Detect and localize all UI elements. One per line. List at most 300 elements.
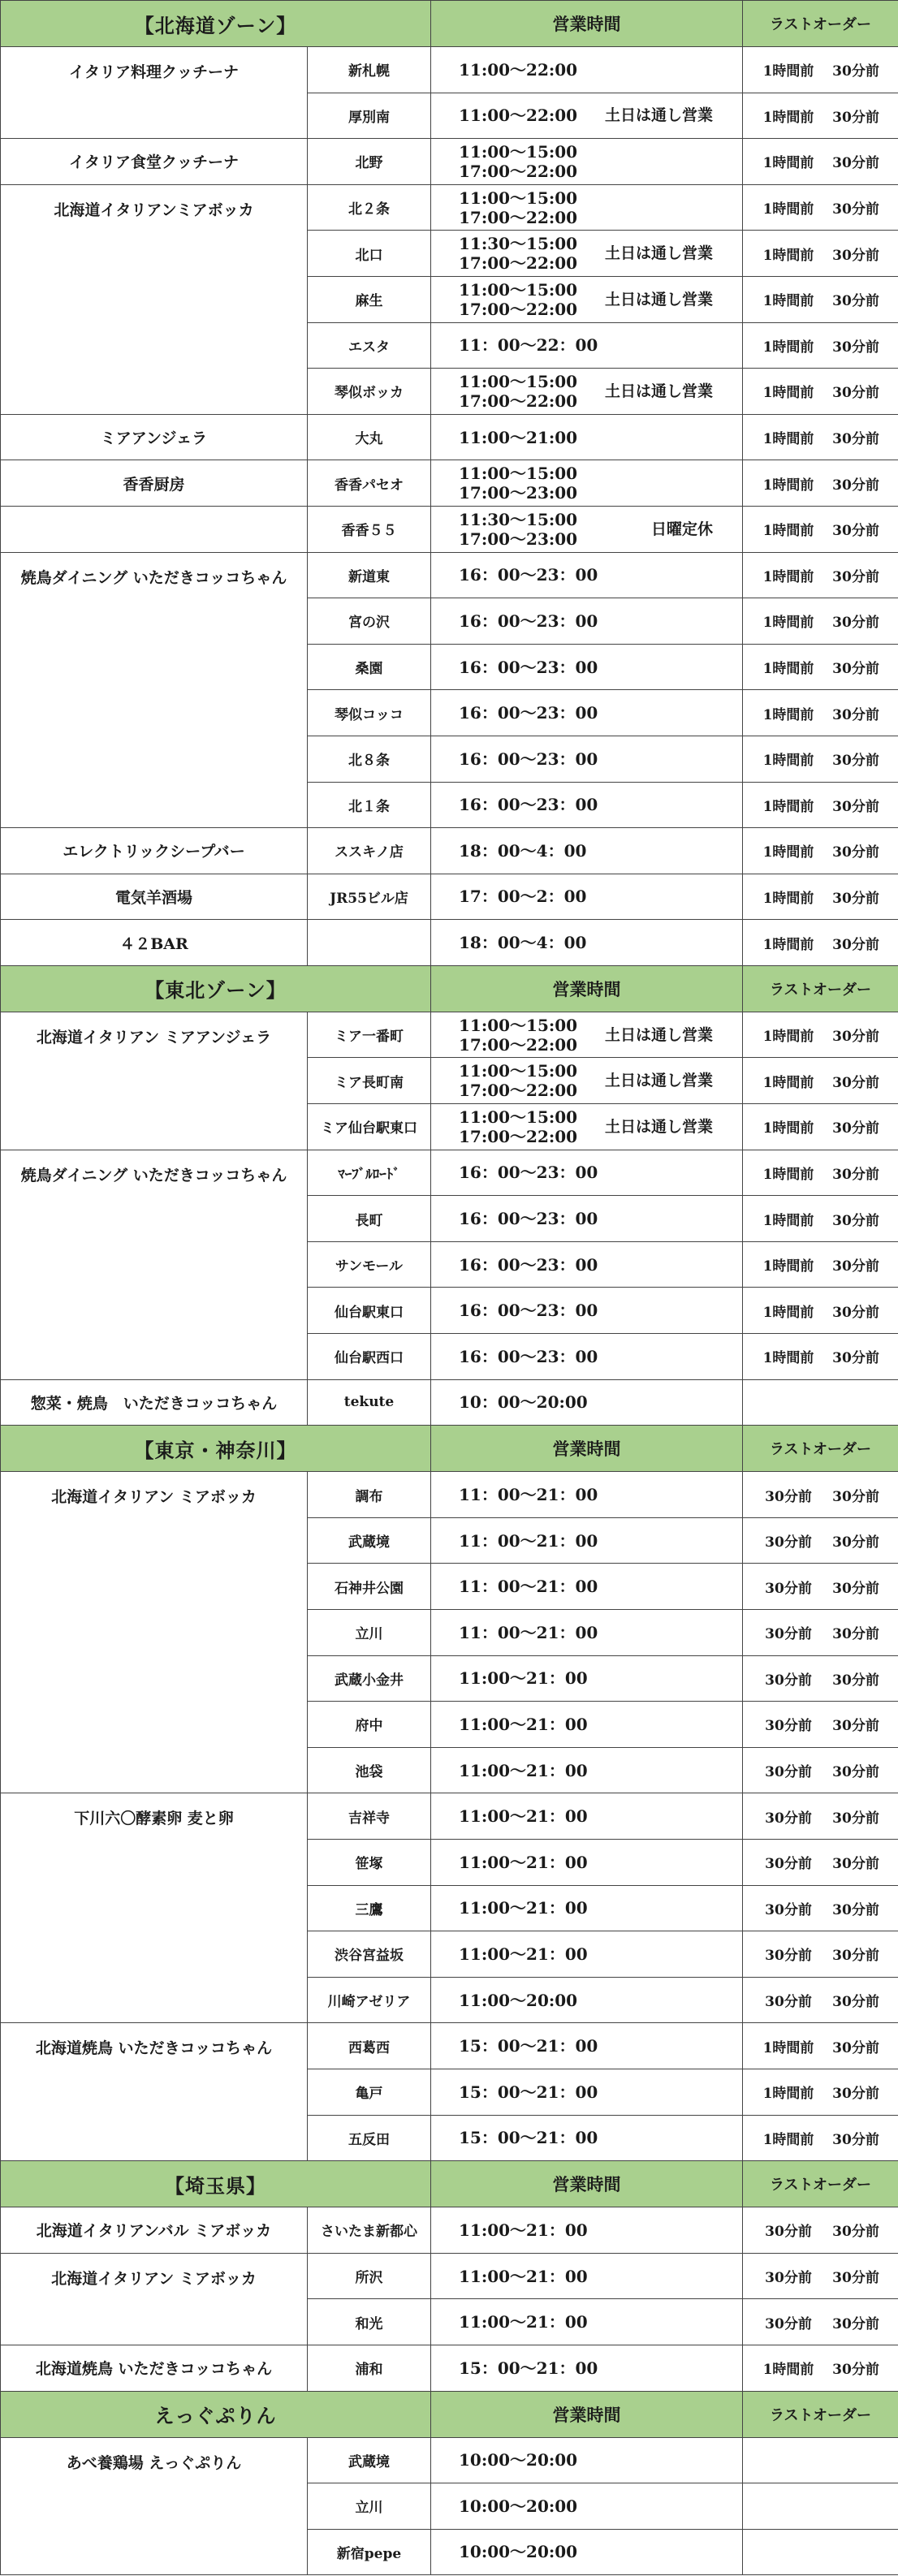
brand-name: エレクトリックシープバー xyxy=(1,828,308,874)
brand-name: 焼鳥ダイニング いただきコッコちゃん xyxy=(1,1150,308,1379)
hours-text: 11:00～15:00 xyxy=(459,141,578,162)
last-order-food: 1時間前 xyxy=(762,753,814,770)
hours-note: 土日は通し営業 xyxy=(604,382,713,400)
last-order-drink: 30分前 xyxy=(832,339,879,356)
hours-cell xyxy=(431,1379,743,1426)
hours-text: 11:00～21：00 xyxy=(459,1806,588,1827)
last-order-drink: 30分前 xyxy=(832,1856,879,1873)
last-order-drink: 30分前 xyxy=(832,477,879,494)
branch-name: JR55ビル店 xyxy=(308,874,431,920)
branch-name: 桑園 xyxy=(308,644,431,690)
hours-text: 11:00～22:00 xyxy=(459,59,578,80)
table-row xyxy=(1,139,898,185)
last-order-cell xyxy=(743,2069,898,2115)
hours-cell xyxy=(431,1839,743,1885)
hours-cell xyxy=(431,1931,743,1978)
branch-name: 新宿pepe xyxy=(308,2529,431,2575)
last-order-cell xyxy=(743,782,898,828)
hours-cell xyxy=(431,139,743,185)
hours-text: 17:00～22:00 xyxy=(459,253,578,274)
last-order-drink: 30分前 xyxy=(832,2131,879,2148)
brand-name: 下川六〇酵素卵 麦と卵 xyxy=(1,1793,308,2023)
last-order-food: 30分前 xyxy=(765,1856,812,1873)
hours-text: 16：00～23：00 xyxy=(459,1163,598,1183)
branch-name: 北８条 xyxy=(308,736,431,782)
last-order-cell xyxy=(743,1564,898,1610)
last-order-cell xyxy=(743,460,898,507)
last-order-cell xyxy=(743,644,898,690)
hours-cell xyxy=(431,276,743,322)
branch-name: 笹塚 xyxy=(308,1839,431,1885)
last-order-drink: 30分前 xyxy=(832,2039,879,2056)
hours-cell xyxy=(431,369,743,415)
hours-text: 11：00～21：00 xyxy=(459,1622,598,1642)
hours-cell xyxy=(431,874,743,920)
branch-name: 琴似コッコ xyxy=(308,690,431,736)
hours-cell xyxy=(431,1150,743,1196)
hours-text: 16：00～23：00 xyxy=(459,703,598,723)
last-order-drink: 30分前 xyxy=(832,1258,879,1275)
last-order-drink: 30分前 xyxy=(832,1534,879,1551)
zone-header-row xyxy=(1,1,898,47)
branch-name: 武蔵境 xyxy=(308,2437,431,2483)
last-order-drink: 30分前 xyxy=(832,201,879,218)
last-order-drink: 30分前 xyxy=(832,1350,879,1367)
hours-text: 11：00～21：00 xyxy=(459,1485,598,1505)
brand-name: 北海道焼鳥 いただきコッコちゃん xyxy=(1,2023,308,2161)
last-order-cell xyxy=(743,1517,898,1564)
last-order-food: 1時間前 xyxy=(762,247,814,264)
last-order-cell xyxy=(743,276,898,322)
last-order-cell xyxy=(743,1379,898,1426)
last-order-cell xyxy=(743,2299,898,2345)
brand-name: 北海道イタリアン ミアボッカ xyxy=(1,2253,308,2345)
branch-name: エスタ xyxy=(308,322,431,369)
hours-cell xyxy=(431,782,743,828)
hours-text: 17:00～22:00 xyxy=(459,1126,578,1146)
brand-name: 北海道焼鳥 いただきコッコちゃん xyxy=(1,2345,308,2391)
brand-name: あべ養鶏場 えっぐぷりん xyxy=(1,2437,308,2575)
last-order-drink: 30分前 xyxy=(832,2362,879,2379)
brand-name: イタリア食堂クッチーナ xyxy=(1,139,308,185)
last-order-cell xyxy=(743,506,898,552)
last-order-drink: 30分前 xyxy=(832,1626,879,1643)
hours-text: 11:00～15:00 xyxy=(459,279,578,300)
hours-text: 10:00～20:00 xyxy=(459,2450,578,2470)
last-order-cell xyxy=(743,1241,898,1288)
hours-cell xyxy=(431,828,743,874)
last-order-drink: 30分前 xyxy=(832,661,879,678)
last-order-food: 30分前 xyxy=(765,2270,812,2287)
last-order-drink: 30分前 xyxy=(832,2086,879,2103)
last-order-food: 30分前 xyxy=(765,1580,812,1597)
branch-name: サンモール xyxy=(308,1241,431,1288)
last-order-cell xyxy=(743,2253,898,2299)
hours-column-header: 営業時間 xyxy=(431,965,743,1012)
hours-cell xyxy=(431,460,743,507)
last-order-drink: 30分前 xyxy=(832,1488,879,1505)
hours-text: 11：00～21：00 xyxy=(459,1530,598,1551)
branch-name: 北口 xyxy=(308,231,431,277)
last-order-food: 1時間前 xyxy=(762,63,814,80)
branch-name: 北１条 xyxy=(308,782,431,828)
brand-name: イタリア料理クッチーナ xyxy=(1,47,308,139)
last-order-drink: 30分前 xyxy=(832,1718,879,1735)
zone-header-row xyxy=(1,2161,898,2207)
last-order-drink: 30分前 xyxy=(832,936,879,953)
last-order-drink: 30分前 xyxy=(832,1672,879,1689)
last-order-food: 30分前 xyxy=(765,2224,812,2241)
hours-note: 土日は通し営業 xyxy=(604,1117,713,1136)
brand-name: 北海道イタリアン ミアアンジェラ xyxy=(1,1012,308,1150)
hours-text: 11:00～21：00 xyxy=(459,2312,588,2332)
last-order-drink: 30分前 xyxy=(832,1212,879,1229)
hours-cell xyxy=(431,2483,743,2530)
branch-name: tekute xyxy=(308,1379,431,1426)
last-order-cell xyxy=(743,1150,898,1196)
hours-cell xyxy=(431,1747,743,1793)
last-order-food: 1時間前 xyxy=(762,1074,814,1091)
hours-cell xyxy=(431,920,743,966)
hours-text: 11:00～21：00 xyxy=(459,1944,588,1964)
last-order-cell xyxy=(743,1839,898,1885)
hours-text: 16：00～23：00 xyxy=(459,1254,598,1275)
hours-text: 11:00～15:00 xyxy=(459,1015,578,1035)
last-order-column-header: ラストオーダー xyxy=(743,1,898,47)
hours-text: 11:00～20:00 xyxy=(459,1990,578,2010)
branch-name: 立川 xyxy=(308,1610,431,1656)
hours-text: 15：00～21：00 xyxy=(459,2036,598,2056)
hours-text: 15：00～21：00 xyxy=(459,2082,598,2102)
hours-note: 土日は通し営業 xyxy=(604,244,713,263)
last-order-cell xyxy=(743,93,898,139)
branch-name: 香香５５ xyxy=(308,506,431,552)
last-order-cell xyxy=(743,1655,898,1702)
last-order-cell xyxy=(743,1747,898,1793)
hours-text: 11：00～22：00 xyxy=(459,335,598,356)
hours-text: 16：00～23：00 xyxy=(459,611,598,631)
last-order-drink: 30分前 xyxy=(832,385,879,402)
last-order-food: 30分前 xyxy=(765,1948,812,1965)
last-order-cell xyxy=(743,369,898,415)
last-order-drink: 30分前 xyxy=(832,155,879,172)
brand-name: 電気羊酒場 xyxy=(1,874,308,920)
last-order-drink: 30分前 xyxy=(832,247,879,264)
hours-cell xyxy=(431,2069,743,2115)
table-row xyxy=(1,874,898,920)
last-order-cell xyxy=(743,2115,898,2161)
last-order-food: 30分前 xyxy=(765,1901,812,1918)
hours-text: 11:00～21：00 xyxy=(459,1898,588,1918)
hours-note: 土日は通し営業 xyxy=(604,1025,713,1044)
branch-name: 亀戸 xyxy=(308,2069,431,2115)
last-order-drink: 30分前 xyxy=(832,706,879,723)
branch-name: 調布 xyxy=(308,1472,431,1518)
hours-text: 17:00～22:00 xyxy=(459,161,578,181)
hours-cell xyxy=(431,2529,743,2575)
hours-cell xyxy=(431,184,743,231)
last-order-food: 1時間前 xyxy=(762,109,814,126)
last-order-cell xyxy=(743,598,898,645)
last-order-food: 1時間前 xyxy=(762,385,814,402)
hours-text: 11:30～15:00 xyxy=(459,509,578,529)
branch-name: 川崎アゼリア xyxy=(308,1977,431,2023)
hours-cell xyxy=(431,2345,743,2391)
hours-cell xyxy=(431,690,743,736)
last-order-food: 30分前 xyxy=(765,1994,812,2011)
branch-name: 宮の沢 xyxy=(308,598,431,645)
last-order-cell xyxy=(743,2023,898,2069)
hours-text: 16：00～23：00 xyxy=(459,1209,598,1229)
last-order-drink: 30分前 xyxy=(832,1074,879,1091)
last-order-food: 1時間前 xyxy=(762,568,814,585)
last-order-column-header: ラストオーダー xyxy=(743,2161,898,2207)
hours-text: 16：00～23：00 xyxy=(459,657,598,677)
last-order-drink: 30分前 xyxy=(832,1166,879,1183)
hours-text: 11:00～15:00 xyxy=(459,464,578,484)
branch-name: 琴似ボッカ xyxy=(308,369,431,415)
hours-text: 10:00～20:00 xyxy=(459,2496,578,2516)
last-order-drink: 30分前 xyxy=(832,798,879,815)
last-order-food: 1時間前 xyxy=(762,661,814,678)
brand-name: 惣菜・焼鳥 いただきコッコちゃん xyxy=(1,1379,308,1426)
hours-text: 17:00～23:00 xyxy=(459,483,578,503)
table-row xyxy=(1,2023,898,2069)
hours-column-header: 営業時間 xyxy=(431,2391,743,2437)
last-order-cell xyxy=(743,736,898,782)
hours-cell xyxy=(431,47,743,93)
hours-cell xyxy=(431,1885,743,1931)
last-order-food: 1時間前 xyxy=(762,936,814,953)
hours-text: 11:00～15:00 xyxy=(459,188,578,208)
last-order-drink: 30分前 xyxy=(832,844,879,861)
hours-text: 16：00～23：00 xyxy=(459,565,598,585)
last-order-cell xyxy=(743,1288,898,1334)
last-order-food: 30分前 xyxy=(765,1534,812,1551)
last-order-cell xyxy=(743,1702,898,1748)
branch-name: ミア長町南 xyxy=(308,1058,431,1104)
last-order-food: 1時間前 xyxy=(762,477,814,494)
hours-cell xyxy=(431,414,743,460)
hours-cell xyxy=(431,1104,743,1150)
branch-name: 香香パセオ xyxy=(308,460,431,507)
brand-name: 北海道イタリアン ミアボッカ xyxy=(1,1472,308,1793)
brand-name: 北海道イタリアンバル ミアボッカ xyxy=(1,2207,308,2254)
zone-title: 【埼玉県】 xyxy=(1,2161,431,2207)
table-row xyxy=(1,1379,898,1426)
hours-cell xyxy=(431,1241,743,1288)
last-order-drink: 30分前 xyxy=(832,568,879,585)
last-order-cell xyxy=(743,139,898,185)
zone-header-row xyxy=(1,2391,898,2437)
branch-name: 西葛西 xyxy=(308,2023,431,2069)
hours-cell xyxy=(431,1977,743,2023)
hours-cell xyxy=(431,1472,743,1518)
last-order-cell xyxy=(743,1977,898,2023)
zone-header-row xyxy=(1,1426,898,1472)
last-order-food: 1時間前 xyxy=(762,1029,814,1046)
last-order-food: 1時間前 xyxy=(762,201,814,218)
branch-name: 五反田 xyxy=(308,2115,431,2161)
last-order-food: 1時間前 xyxy=(762,844,814,861)
last-order-cell xyxy=(743,552,898,598)
last-order-drink: 30分前 xyxy=(832,1580,879,1597)
hours-column-header: 営業時間 xyxy=(431,1,743,47)
hours-text: 11:00～21：00 xyxy=(459,1852,588,1872)
last-order-food: 1時間前 xyxy=(762,1304,814,1321)
last-order-cell xyxy=(743,2483,898,2530)
last-order-drink: 30分前 xyxy=(832,431,879,448)
hours-text: 18：00～4：00 xyxy=(459,840,587,861)
last-order-food: 1時間前 xyxy=(762,2131,814,2148)
branch-name: 所沢 xyxy=(308,2253,431,2299)
table-row xyxy=(1,2253,898,2299)
hours-cell xyxy=(431,1564,743,1610)
branch-name: 北野 xyxy=(308,139,431,185)
branch-name: ﾏｰﾌﾞﾙﾛｰﾄﾞ xyxy=(308,1150,431,1196)
hours-text: 11:00～21：00 xyxy=(459,2266,588,2286)
hours-cell xyxy=(431,1702,743,1748)
last-order-drink: 30分前 xyxy=(832,1120,879,1137)
last-order-food: 1時間前 xyxy=(762,890,814,907)
branch-name: ススキノ店 xyxy=(308,828,431,874)
table-row xyxy=(1,2437,898,2483)
last-order-cell xyxy=(743,874,898,920)
hours-cell xyxy=(431,2023,743,2069)
branch-name: 長町 xyxy=(308,1196,431,1242)
last-order-drink: 30分前 xyxy=(832,109,879,126)
branch-name: 新道東 xyxy=(308,552,431,598)
last-order-drink: 30分前 xyxy=(832,1304,879,1321)
branch-name: 浦和 xyxy=(308,2345,431,2391)
last-order-food: 1時間前 xyxy=(762,339,814,356)
hours-cell xyxy=(431,2253,743,2299)
branch-name: 吉祥寺 xyxy=(308,1793,431,1840)
last-order-food: 30分前 xyxy=(765,1764,812,1781)
hours-text: 17:00～22:00 xyxy=(459,207,578,227)
last-order-food: 30分前 xyxy=(765,1672,812,1689)
last-order-drink: 30分前 xyxy=(832,1764,879,1781)
hours-cell xyxy=(431,1655,743,1702)
branch-name: ミア仙台駅東口 xyxy=(308,1104,431,1150)
hours-text: 11:30～15:00 xyxy=(459,234,578,254)
table-row xyxy=(1,1012,898,1058)
zone-title: 【北海道ゾーン】 xyxy=(1,1,431,47)
hours-cell xyxy=(431,2437,743,2483)
branch-name xyxy=(308,920,431,966)
hours-text: 11：00～21：00 xyxy=(459,1577,598,1597)
hours-text: 11:00～21：00 xyxy=(459,1714,588,1734)
last-order-food: 1時間前 xyxy=(762,1166,814,1183)
hours-cell xyxy=(431,506,743,552)
last-order-cell xyxy=(743,1012,898,1058)
hours-text: 11:00～21：00 xyxy=(459,1668,588,1689)
branch-name: ミア一番町 xyxy=(308,1012,431,1058)
last-order-drink: 30分前 xyxy=(832,2224,879,2241)
branch-name: 三鷹 xyxy=(308,1885,431,1931)
last-order-food: 1時間前 xyxy=(762,155,814,172)
last-order-cell xyxy=(743,322,898,369)
hours-cell xyxy=(431,231,743,277)
last-order-cell xyxy=(743,1793,898,1840)
brand-name: 北海道イタリアンミアボッカ xyxy=(1,184,308,414)
hours-text: 16：00～23：00 xyxy=(459,795,598,815)
hours-cell xyxy=(431,1196,743,1242)
branch-name: 和光 xyxy=(308,2299,431,2345)
hours-cell xyxy=(431,644,743,690)
last-order-drink: 30分前 xyxy=(832,1948,879,1965)
last-order-cell xyxy=(743,184,898,231)
branch-name: 府中 xyxy=(308,1702,431,1748)
hours-cell xyxy=(431,552,743,598)
brand-name xyxy=(1,506,308,552)
hours-cell xyxy=(431,598,743,645)
hours-note: 日曜定休 xyxy=(650,520,713,538)
last-order-drink: 30分前 xyxy=(832,1994,879,2011)
hours-text: 11:00～15:00 xyxy=(459,1061,578,1081)
hours-cell xyxy=(431,1517,743,1564)
hours-text: 17:00～22:00 xyxy=(459,299,578,319)
table-row xyxy=(1,184,898,231)
branch-name: さいたま新都心 xyxy=(308,2207,431,2254)
brand-name: ミアアンジェラ xyxy=(1,414,308,460)
table-body xyxy=(1,1,898,2575)
hours-cell xyxy=(431,322,743,369)
table-row xyxy=(1,552,898,598)
hours-text: 15：00～21：00 xyxy=(459,2358,598,2378)
table-row xyxy=(1,47,898,93)
branch-name: 武蔵小金井 xyxy=(308,1655,431,1702)
hours-text: 15：00～21：00 xyxy=(459,2128,598,2148)
hours-text: 18：00～4：00 xyxy=(459,933,587,953)
table-row xyxy=(1,2345,898,2391)
hours-cell xyxy=(431,2115,743,2161)
hours-text: 17:00～22:00 xyxy=(459,390,578,411)
branch-name: 仙台駅東口 xyxy=(308,1288,431,1334)
last-order-cell xyxy=(743,1104,898,1150)
last-order-cell xyxy=(743,231,898,277)
hours-text: 11:00～15:00 xyxy=(459,371,578,391)
zone-title: 【東北ゾーン】 xyxy=(1,965,431,1012)
last-order-drink: 30分前 xyxy=(832,753,879,770)
last-order-column-header: ラストオーダー xyxy=(743,2391,898,2437)
last-order-cell xyxy=(743,2437,898,2483)
last-order-food: 30分前 xyxy=(765,1810,812,1827)
hours-text: 17:00～22:00 xyxy=(459,1081,578,1101)
hours-text: 17:00～22:00 xyxy=(459,1034,578,1055)
last-order-drink: 30分前 xyxy=(832,2315,879,2332)
last-order-cell xyxy=(743,414,898,460)
hours-text: 11:00～21:00 xyxy=(459,427,578,447)
branch-name: 仙台駅西口 xyxy=(308,1334,431,1380)
last-order-cell xyxy=(743,1610,898,1656)
branch-name: 新札幌 xyxy=(308,47,431,93)
last-order-food: 1時間前 xyxy=(762,2086,814,2103)
table-row xyxy=(1,506,898,552)
last-order-food: 1時間前 xyxy=(762,523,814,540)
hours-text: 16：00～23：00 xyxy=(459,749,598,769)
last-order-food: 30分前 xyxy=(765,1718,812,1735)
last-order-food: 1時間前 xyxy=(762,1212,814,1229)
last-order-cell xyxy=(743,690,898,736)
hours-cell xyxy=(431,1012,743,1058)
last-order-food: 1時間前 xyxy=(762,1120,814,1137)
last-order-food: 30分前 xyxy=(765,2315,812,2332)
hours-text: 11:00～21：00 xyxy=(459,1760,588,1780)
hours-cell xyxy=(431,736,743,782)
branch-name: 池袋 xyxy=(308,1747,431,1793)
table-row xyxy=(1,1793,898,1840)
